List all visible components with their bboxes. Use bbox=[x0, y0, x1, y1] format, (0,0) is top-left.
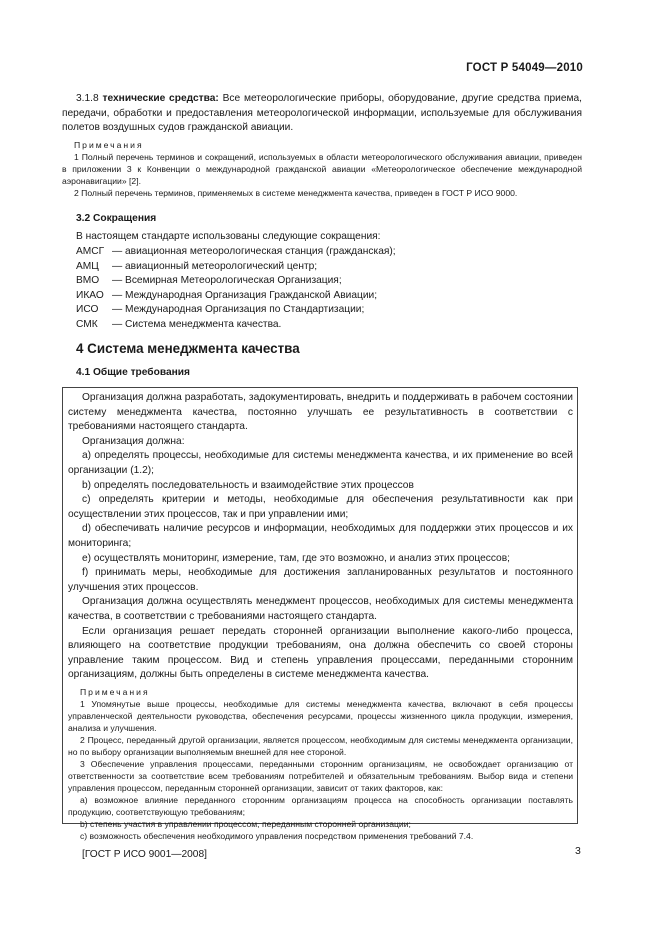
box-note-3-b: b) степень участия в управлении процессом, переданным сторонней организации; bbox=[80, 818, 411, 829]
box-note-2: 2 Процесс, переданный другой организации, является процессом, необходимым для системы менеджмента организации, но по выбору организации выполняемым внешней для нее стороной. bbox=[68, 734, 573, 757]
abbreviation-definition: — Международная Организация Гражданской Авиации; bbox=[112, 289, 378, 301]
section-4-1-heading: 4.1 Общие требования bbox=[76, 367, 190, 378]
box-note-3-c: c) возможность обеспечения необходимого управления посредством применения требований 7.4. bbox=[80, 830, 474, 841]
abbreviation-definition: — авиационная метеорологическая станция (гражданская); bbox=[112, 246, 396, 257]
clause-number: 3.1.8 bbox=[76, 93, 99, 104]
notes-heading: Примечания bbox=[74, 140, 144, 150]
abbreviation-item bbox=[76, 260, 396, 275]
section-3-2-heading: 3.2 Сокращения bbox=[76, 213, 157, 224]
quoted-requirements-box bbox=[62, 387, 578, 860]
abbreviation-item bbox=[76, 289, 396, 304]
box-paragraph-1: Организация должна разработать, задокументировать, внедрить и поддерживать в рабочем состоянии систему менеджмента качества, постоянно улучшать ее результативность в соответствии с требованиями настоящего стандарта. bbox=[68, 392, 573, 433]
list-item-c: c) определять критерии и методы, необходимые для обеспечения результативности как при осуществлении этих процессов, так и при управлении ими; bbox=[68, 494, 573, 520]
abbreviation: ИСО bbox=[76, 304, 99, 316]
abbreviation-definition: — авиационный метеорологический центр; bbox=[112, 260, 318, 272]
abbreviation-item bbox=[76, 245, 396, 260]
list-item-e: e) осуществлять мониторинг, измерение, там, где это возможно, и анализ этих процессов; bbox=[82, 552, 510, 564]
list-item-b: b) определять последовательность и взаимодействие этих процессов bbox=[82, 479, 414, 491]
box-paragraph-2: Организация должна: bbox=[82, 435, 185, 447]
box-paragraph-3: Организация должна осуществлять менеджмент процессов, необходимых для системы менеджмента качества, в соответствии с требованиями настоящего стандарта. bbox=[68, 596, 573, 622]
list-item-d: d) обеспечивать наличие ресурсов и информации, необходимых для поддержки этих процессов и их мониторинга; bbox=[68, 523, 573, 549]
box-paragraph-4: Если организация решает передать сторонней организации выполнение какого-либо процесса, влияющего на соответствие продукции требованиям, она должна обеспечить со своей стороны управление таким процессом. Вид и степень управления процессами, переданными сторонним организациям, должны быть определены в системе менеджмента качества. bbox=[68, 625, 573, 681]
abbreviation-item bbox=[76, 274, 396, 289]
section-4-heading: 4 Система менеджмента качества bbox=[76, 341, 300, 356]
abbreviation: ВМО bbox=[76, 275, 100, 287]
abbreviation: СМК bbox=[76, 318, 98, 330]
list-item-a: a) определять процессы, необходимые для системы менеджмента качества, и их применение во всей организации (1.2); bbox=[68, 450, 573, 476]
box-note-1: 1 Упомянутые выше процессы, необходимые для системы менеджмента качества, включают в себя процессы управленческой деятельности руководства, обеспечения ресурсами, процессы жизненного цикла продукции, измерения, анализа и улучшения. bbox=[68, 698, 573, 733]
box-note-3: 3 Обеспечение управления процессами, переданными сторонним организациям, не освобождает организацию от ответственности за соответствие всем требованиям потребителей и обязательным требованиям. Выбор вида и степени управления процессом, переданным сторонней организации, зависит от таких факторов, как: bbox=[68, 758, 573, 793]
abbreviation-item bbox=[76, 303, 396, 318]
page-number: 3 bbox=[575, 845, 581, 857]
list-item-f: f) принимать меры, необходимые для достижения запланированных результатов и постоянного улучшения этих процессов. bbox=[68, 567, 573, 593]
abbreviations-list bbox=[76, 245, 396, 333]
box-note-3-a: a) возможное влияние переданного сторонним организациям процесса на способность организации поставлять продукцию, соответствующую требованиям; bbox=[68, 794, 573, 817]
abbreviation: АМСГ bbox=[76, 246, 105, 257]
abbreviation-definition: — Всемирная Метеорологическая Организация; bbox=[112, 275, 342, 287]
source-reference: [ГОСТ Р ИСО 9001—2008] bbox=[82, 848, 207, 860]
abbreviation: ИКАО bbox=[76, 289, 104, 301]
note-2: 2 Полный перечень терминов, применяемых в системе менеджмента качества, приведен в ГОСТ Р ИСО 9000. bbox=[74, 188, 518, 198]
box-notes-heading: Примечания bbox=[80, 686, 150, 697]
abbreviation: АМЦ bbox=[76, 260, 99, 272]
abbreviation-definition: — Система менеджмента качества. bbox=[112, 318, 282, 330]
term-definition: Все метеорологические приборы, оборудование, другие средства приема, передачи, обработки и предоставления метеорологической информации, используемые для обслуживания полетов воздушных судов гражданской авиации. bbox=[62, 93, 582, 134]
abbreviations-intro: В настоящем стандарте использованы следующие сокращения: bbox=[76, 231, 381, 242]
abbreviation-definition: — Международная Организация по Стандартизации; bbox=[112, 304, 365, 316]
standard-id-header: ГОСТ Р 54049—2010 bbox=[466, 62, 583, 74]
abbreviation-item bbox=[76, 318, 396, 333]
clause-3-1-8 bbox=[62, 92, 582, 136]
term: технические средства: bbox=[102, 93, 219, 104]
note-1: 1 Полный перечень терминов и сокращений, используемых в области метеорологического обслуживания авиации, приведен в приложении 3 к Конвенции о международной гражданской авиации «Метеорологическое обеспечение международной аэронавигации» [2]. bbox=[62, 152, 582, 186]
